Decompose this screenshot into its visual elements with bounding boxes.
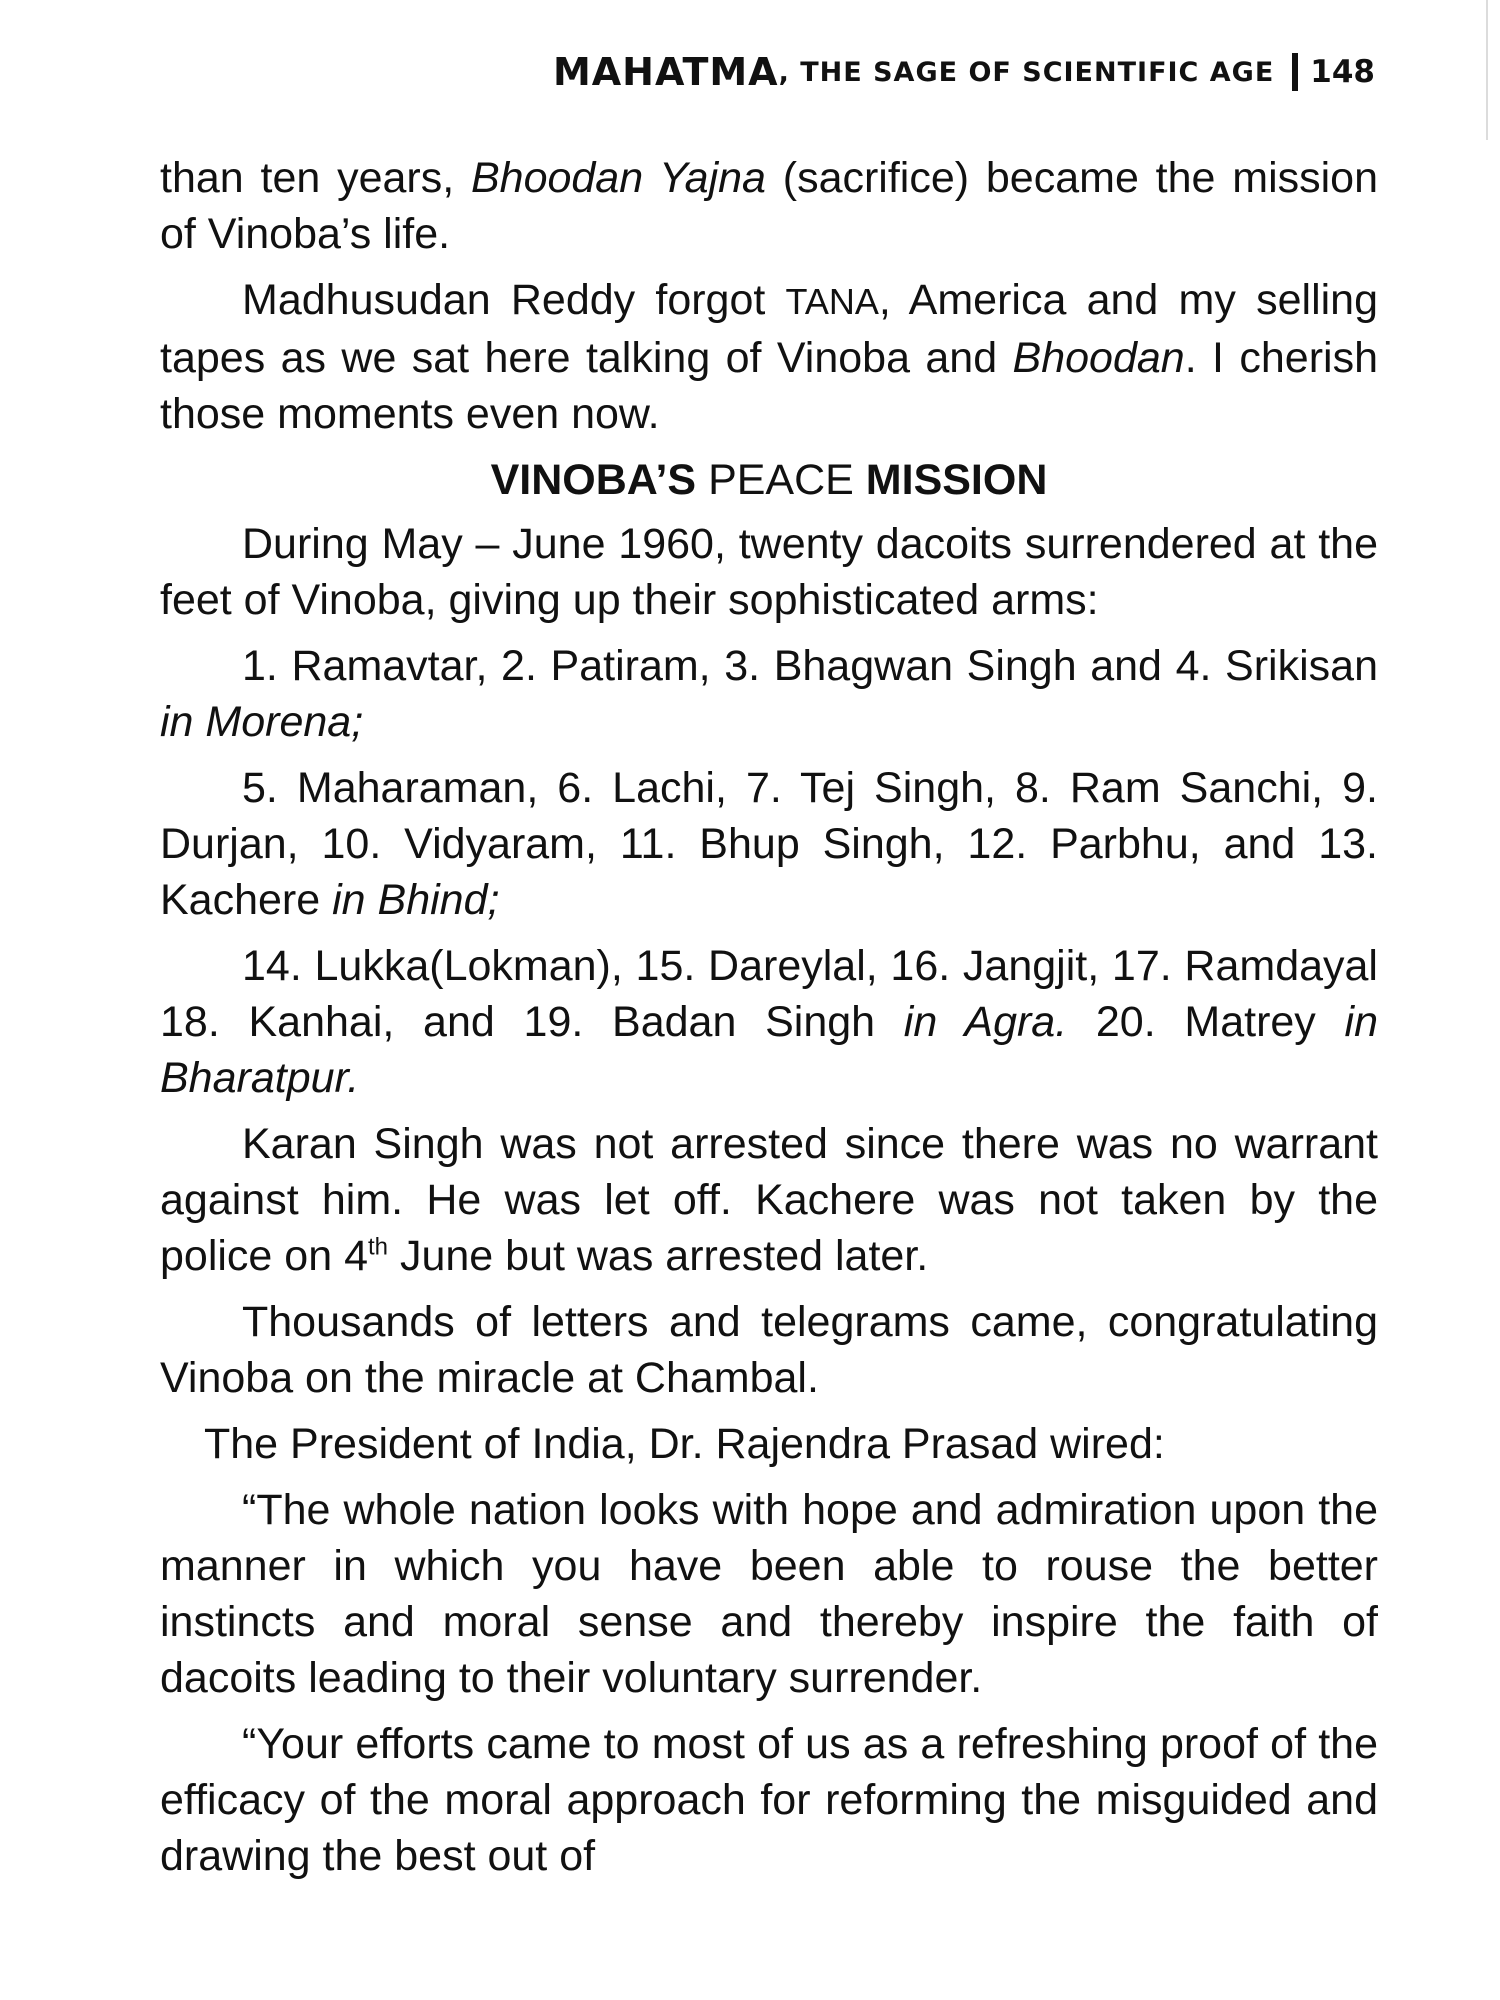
paragraph-6: 14. Lukka(Lokman), 15. Dareylal, 16. Jangjit, 17. Ramdayal 18. Kanhai, and 19. Badan Singh in Agra. 20. Matrey in Bharatpur. [160, 942, 1378, 1102]
paragraph-9: The President of India, Dr. Rajendra Prasad wired: [204, 1420, 1165, 1468]
paragraph-1: than ten years, Bhoodan Yajna (sacrifice) became the mission of Vinoba’s life. [160, 154, 1379, 258]
paragraph-8: Thousands of letters and telegrams came, congratulating Vinoba on the miracle at Chambal. [160, 1298, 1378, 1402]
section-heading: VINOBA’S PEACE MISSION [490, 456, 1048, 504]
page-number: 148 [1310, 54, 1375, 90]
running-header [553, 50, 1375, 94]
quote-paragraph-2: “Your efforts came to most of us as a refreshing proof of the efficacy of the moral approach for reforming the misguided and drawing the best out of [160, 1720, 1378, 1880]
paragraph-2: Madhusudan Reddy forgot TANA, America and my selling tapes as we sat here talking of Vinoba and Bhoodan. I cherish those moments even now. [160, 276, 1379, 438]
header-title-main: MAHATMA [552, 50, 779, 94]
header-divider [1292, 53, 1298, 91]
quote-paragraph-1: “The whole nation looks with hope and admiration upon the manner in which you have been able to rouse the better instincts and moral sense and thereby inspire the faith of dacoits leading to their voluntary surrender. [160, 1486, 1378, 1702]
paragraph-3: During May – June 1960, twenty dacoits surrendered at the feet of Vinoba, giving up their sophisticated arms: [160, 520, 1378, 624]
page-body [160, 150, 1378, 1894]
paragraph-5: 5. Maharaman, 6. Lachi, 7. Tej Singh, 8. Ram Sanchi, 9. Durjan, 10. Vidyaram, 11. Bhup Singh, 12. Parbhu, and 13. Kachere in Bhind; [160, 764, 1378, 924]
paragraph-4: 1. Ramavtar, 2. Patiram, 3. Bhagwan Singh and 4. Srikisan in Morena; [160, 642, 1378, 746]
paragraph-7: Karan Singh was not arrested since there was no warrant against him. He was let off. Kachere was not taken by the police on 4th June but was arrested later. [160, 1120, 1378, 1280]
page-edge-line [1486, 0, 1488, 140]
header-title-sub: , THE SAGE OF SCIENTIFIC AGE [778, 56, 1275, 88]
